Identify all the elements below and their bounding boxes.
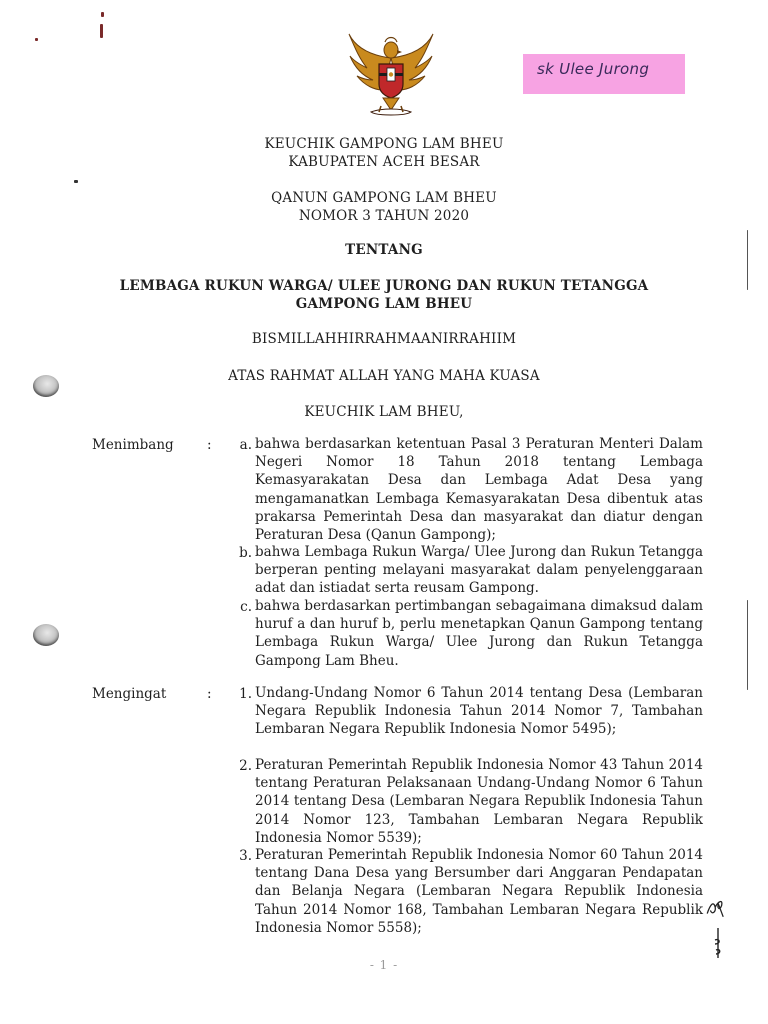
qanun-title-line: QANUN GAMPONG LAM BHEU — [271, 190, 497, 206]
subject-title-line-1: LEMBAGA RUKUN WARGA/ ULEE JURONG DAN RUKUN TETANGGA — [119, 278, 649, 294]
menimbang-colon: : — [207, 437, 212, 453]
menimbang-item-b: bahwa Lembaga Rukun Warga/ Ulee Jurong dan Rukun Tetangga berperan penting melayani masyarakat dalam penyelenggaraan adat dan istiadat serta reusam Gampong. — [255, 544, 703, 597]
keuchik-line: KEUCHIK LAM BHEU, — [304, 404, 464, 420]
subject-title-line-2: GAMPONG LAM BHEU — [295, 296, 473, 312]
mengingat-marker-3: 3. — [239, 848, 252, 864]
ink-mark — [74, 180, 78, 183]
page-number: - 1 - — [369, 958, 399, 972]
vertical-paraf-icon — [712, 926, 724, 960]
sticky-note-text: sk Ulee Jurong — [537, 60, 650, 78]
mengingat-marker-1: 1. — [239, 686, 252, 702]
menimbang-marker-c: c. — [240, 599, 252, 615]
mengingat-marker-2: 2. — [239, 758, 252, 774]
mengingat-colon: : — [207, 686, 212, 702]
scan-mark — [747, 600, 748, 690]
sticky-note — [523, 54, 685, 94]
qanun-number-line: NOMOR 3 TAHUN 2020 — [298, 208, 470, 224]
garuda-emblem-icon — [345, 28, 437, 122]
tentang-heading: TENTANG — [345, 242, 423, 258]
menimbang-item-a: bahwa berdasarkan ketentuan Pasal 3 Peraturan Menteri Dalam Negeri Nomor 18 Tahun 2018 tentang Lembaga Kemasyarakatan Desa dan Lembaga Adat Desa yang mengamanatkan Lembaga Kemasyarakatan Desa dibentuk atas prakarsa Pemerintah Desa dan masyarakat dan diatur dengan Peraturan Desa (Qanun Gampong); — [255, 436, 703, 544]
menimbang-marker-b: b. — [239, 545, 252, 561]
issuer-line-1: KEUCHIK GAMPONG LAM BHEU — [264, 136, 504, 152]
menimbang-marker-a: a. — [239, 437, 252, 453]
ink-mark — [101, 12, 104, 17]
mengingat-label: Mengingat — [92, 686, 167, 702]
mengingat-item-1: Undang-Undang Nomor 6 Tahun 2014 tentang Desa (Lembaran Negara Republik Indonesia Tahun 2014 Nomor 7, Tambahan Lembaran Negara Republik Indonesia Nomor 5495); — [255, 685, 703, 738]
punch-hole — [33, 375, 59, 397]
rahmat-line: ATAS RAHMAT ALLAH YANG MAHA KUASA — [228, 368, 540, 384]
ink-mark — [35, 38, 38, 41]
issuer-line-2: KABUPATEN ACEH BESAR — [288, 154, 480, 170]
mengingat-item-2: Peraturan Pemerintah Republik Indonesia Nomor 43 Tahun 2014 tentang Peraturan Pelaksanaan Undang-Undang Nomor 6 Tahun 2014 tentang Desa (Lembaran Negara Republik Indonesia Tahun 2014 Nomor 123, Tambahan Lembaran Negara Republik Indonesia Nomor 5539); — [255, 757, 703, 846]
mengingat-item-3: Peraturan Pemerintah Republik Indonesia Nomor 60 Tahun 2014 tentang Dana Desa yang Bersumber dari Anggaran Pendapatan dan Belanja Negara (Lembaran Negara Republik Indonesia Tahun 2014 Nomor 168, Tambahan Lembaran Negara Republik Indonesia Nomor 5558); — [255, 847, 703, 936]
punch-hole — [33, 624, 59, 646]
menimbang-label: Menimbang — [92, 437, 174, 453]
ink-mark — [100, 24, 103, 38]
scan-mark — [747, 230, 748, 290]
menimbang-item-c: bahwa berdasarkan pertimbangan sebagaimana dimaksud dalam huruf a dan huruf b, perlu menetapkan Qanun Gampong tentang Lembaga Rukun Warga/ Ulee Jurong dan Rukun Tetangga Gampong Lam Bheu. — [255, 598, 703, 669]
initial-signature-icon — [704, 896, 728, 920]
bismillah-line: BISMILLAHHIRRAHMAANIRRAHIIM — [251, 331, 517, 347]
